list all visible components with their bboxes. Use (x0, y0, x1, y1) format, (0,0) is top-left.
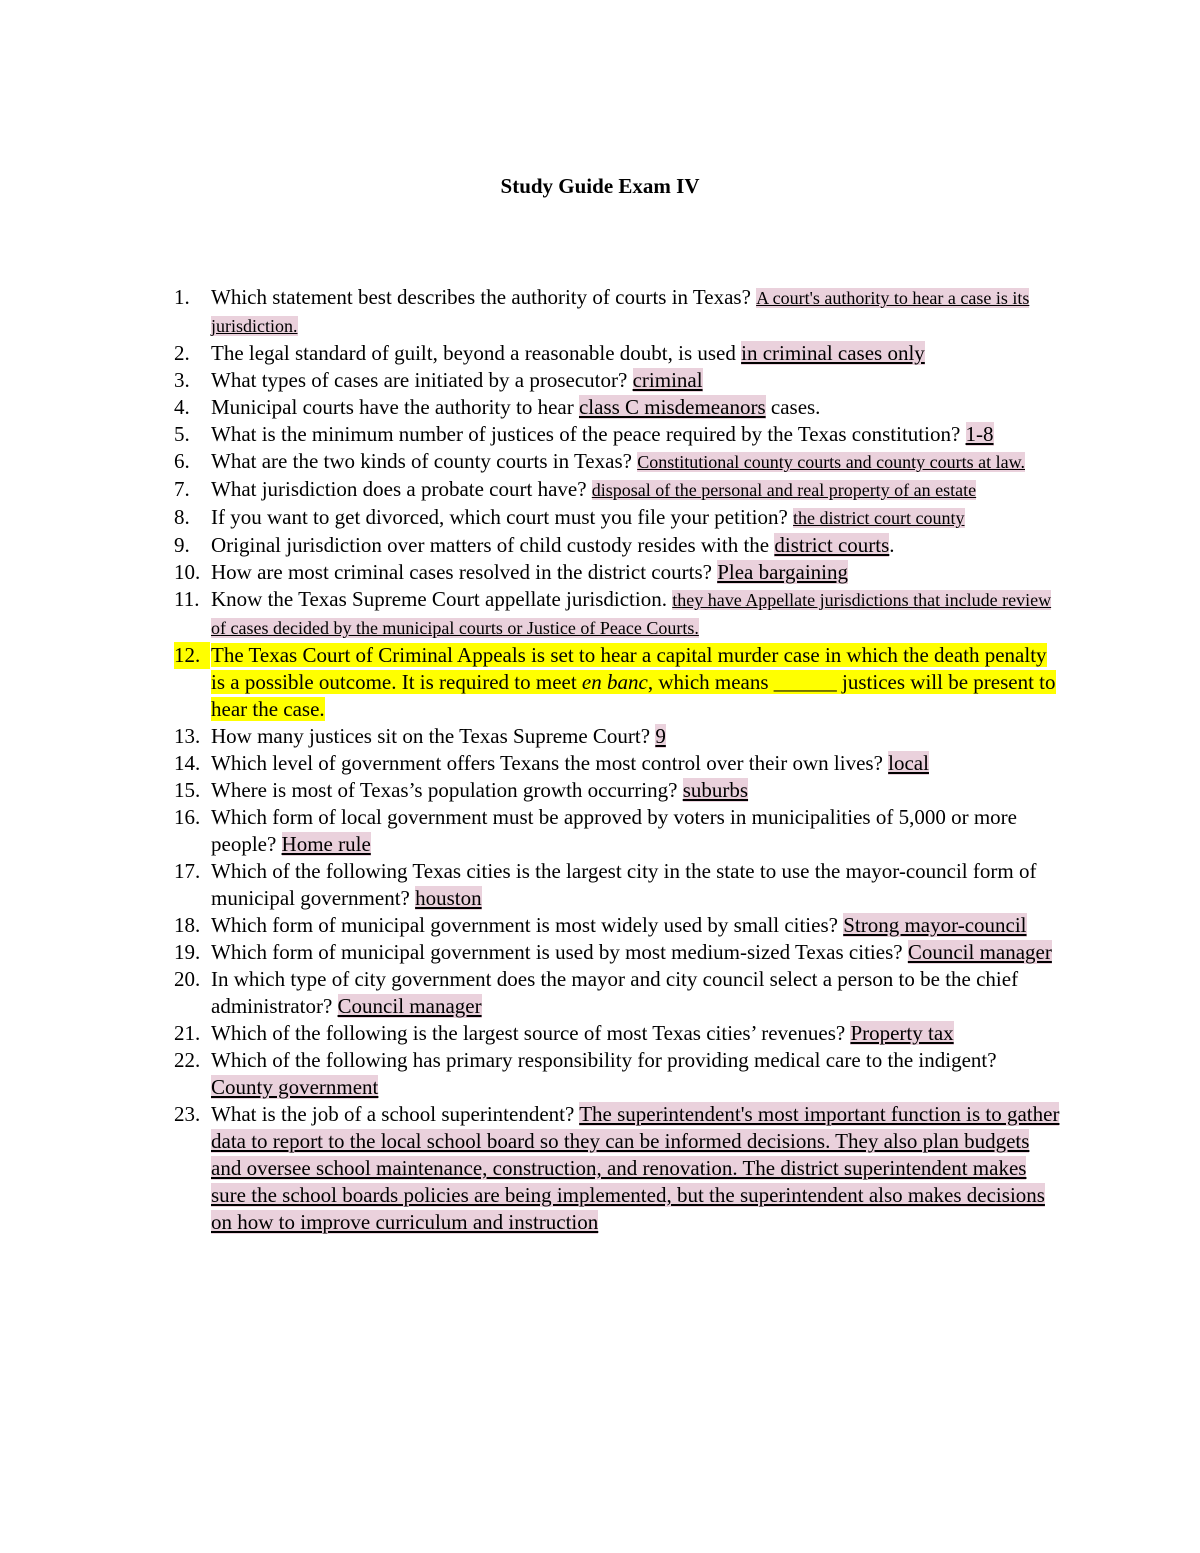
question-number: 15. (174, 778, 201, 802)
question-text: Which form of municipal government is used by most medium-sized Texas cities? (211, 940, 908, 964)
answer-text: class C misdemeanors (578, 395, 766, 419)
question-item (0, 750, 1061, 777)
question-text: If you want to get divorced, which court must you file your petition? (211, 505, 794, 529)
question-text: What jurisdiction does a probate court have? (211, 477, 592, 501)
question-number: 2. (174, 341, 190, 365)
answer-text: disposal of the personal and real property of an estate (591, 480, 977, 500)
question-item (0, 966, 1061, 1020)
question-number: 5. (174, 422, 190, 446)
question-number: 21. (174, 1021, 201, 1045)
question-text: Which level of government offers Texans the most control over their own lives? (211, 751, 889, 775)
answer-text: in criminal cases only (741, 341, 925, 365)
question-item (0, 586, 1061, 642)
question-item (0, 1020, 1061, 1047)
question-item-highlighted (0, 642, 1061, 723)
question-number: 16. (174, 805, 201, 829)
question-number: 22. (174, 1048, 201, 1072)
question-number: 6. (174, 449, 190, 473)
question-text-after: . (889, 533, 895, 557)
answer-text: Plea bargaining (717, 560, 849, 584)
question-text: Which statement best describes the authority of courts in Texas? (211, 285, 757, 309)
answer-text: Council manager (907, 940, 1052, 964)
question-text-emphasis: en banc (581, 670, 648, 694)
question-text: The Texas Court of Criminal Appeals is set to hear a capital murder case in which the death penalty is a possible outcome. It is required to meet (211, 643, 1047, 694)
question-item (0, 777, 1061, 804)
answer-text: criminal (632, 368, 703, 392)
question-number: 14. (174, 751, 201, 775)
question-item (0, 559, 1061, 586)
question-item (0, 340, 1061, 367)
question-number: 20. (174, 967, 201, 991)
question-text: Municipal courts have the authority to hear (211, 395, 579, 419)
answer-text: they have Appellate jurisdictions that include review of cases decided by the municipal courts or Justice of Peace Courts. (211, 590, 1052, 638)
question-text: Which of the following is the largest source of most Texas cities’ revenues? (211, 1021, 851, 1045)
question-text: What types of cases are initiated by a prosecutor? (211, 368, 633, 392)
answer-text: Home rule (281, 832, 371, 856)
question-list (0, 284, 1200, 1236)
question-text: Which form of local government must be approved by voters in municipalities of 5,000 or more people? (211, 805, 1017, 856)
question-number: 19. (174, 940, 201, 964)
question-text: The legal standard of guilt, beyond a reasonable doubt, is used (211, 341, 742, 365)
question-number: 17. (174, 859, 201, 883)
question-item (0, 804, 1061, 858)
document-title: Study Guide Exam IV (500, 174, 700, 198)
answer-text: A court's authority to hear a case is its jurisdiction. (211, 288, 1030, 336)
question-text: What is the job of a school superintendent? (211, 1102, 580, 1126)
question-text: Which of the following has primary responsibility for providing medical care to the indigent? (211, 1048, 997, 1072)
question-text: Original jurisdiction over matters of child custody resides with the (211, 533, 775, 557)
question-text-after: cases. (765, 395, 821, 419)
answer-text: local (888, 751, 929, 775)
question-number: 11. (174, 587, 200, 611)
answer-text: the district court county (793, 508, 965, 528)
question-number: 18. (174, 913, 201, 937)
question-text: Which form of municipal government is most widely used by small cities? (211, 913, 844, 937)
question-number: 4. (174, 395, 190, 419)
question-item (0, 394, 1061, 421)
question-item (0, 448, 1061, 476)
question-number: 13. (174, 724, 201, 748)
question-number: 7. (174, 477, 190, 501)
answer-text: Property tax (850, 1021, 954, 1045)
question-text: What are the two kinds of county courts in Texas? (211, 449, 638, 473)
question-number: 9. (174, 533, 190, 557)
question-text: In which type of city government does the mayor and city council select a person to be the chief administrator? (211, 967, 1019, 1018)
question-item (0, 367, 1061, 394)
question-number: 8. (174, 505, 190, 529)
answer-text: 9 (655, 724, 666, 748)
question-item (0, 939, 1061, 966)
question-number: 23. (174, 1102, 201, 1126)
question-text: How many justices sit on the Texas Supreme Court? (211, 724, 656, 748)
question-item (0, 504, 1061, 532)
answer-text: The superintendent's most important function is to gather data to report to the local school board so they can be informed decisions. They also plan budgets and oversee school maintenance, construction, and renovation. The district superintendent makes sure the school boards policies are being implemented, but the superintendent also makes decisions on how to improve curriculum and instruction (211, 1102, 1060, 1234)
question-text-continued: , which means ______ justices will be present to hear the case. (211, 670, 1056, 721)
question-item (0, 284, 1061, 340)
answer-text: County government (211, 1075, 379, 1099)
question-item (0, 476, 1061, 504)
question-item (0, 1047, 1061, 1101)
answer-text: 1-8 (965, 422, 994, 446)
question-text: Where is most of Texas’s population growth occurring? (211, 778, 683, 802)
question-text: What is the minimum number of justices of the peace required by the Texas constitution? (211, 422, 966, 446)
question-text: How are most criminal cases resolved in the district courts? (211, 560, 718, 584)
question-item (0, 912, 1061, 939)
question-text: Which of the following Texas cities is the largest city in the state to use the mayor-council form of municipal government? (211, 859, 1037, 910)
answer-text: district courts (774, 533, 890, 557)
question-item (0, 421, 1061, 448)
question-number: 10. (174, 560, 201, 584)
answer-text: suburbs (682, 778, 749, 802)
answer-text: Strong mayor-council (843, 913, 1027, 937)
answer-text: Council manager (337, 994, 482, 1018)
answer-text: houston (415, 886, 482, 910)
question-number: 3. (174, 368, 190, 392)
question-item (0, 1101, 1061, 1236)
question-item (0, 532, 1061, 559)
question-item (0, 723, 1061, 750)
question-text: Know the Texas Supreme Court appellate jurisdiction. (211, 587, 673, 611)
question-item (0, 858, 1061, 912)
answer-text: Constitutional county courts and county courts at law. (637, 452, 1025, 472)
question-number: 1. (174, 285, 190, 309)
question-number: 12. (174, 642, 210, 669)
